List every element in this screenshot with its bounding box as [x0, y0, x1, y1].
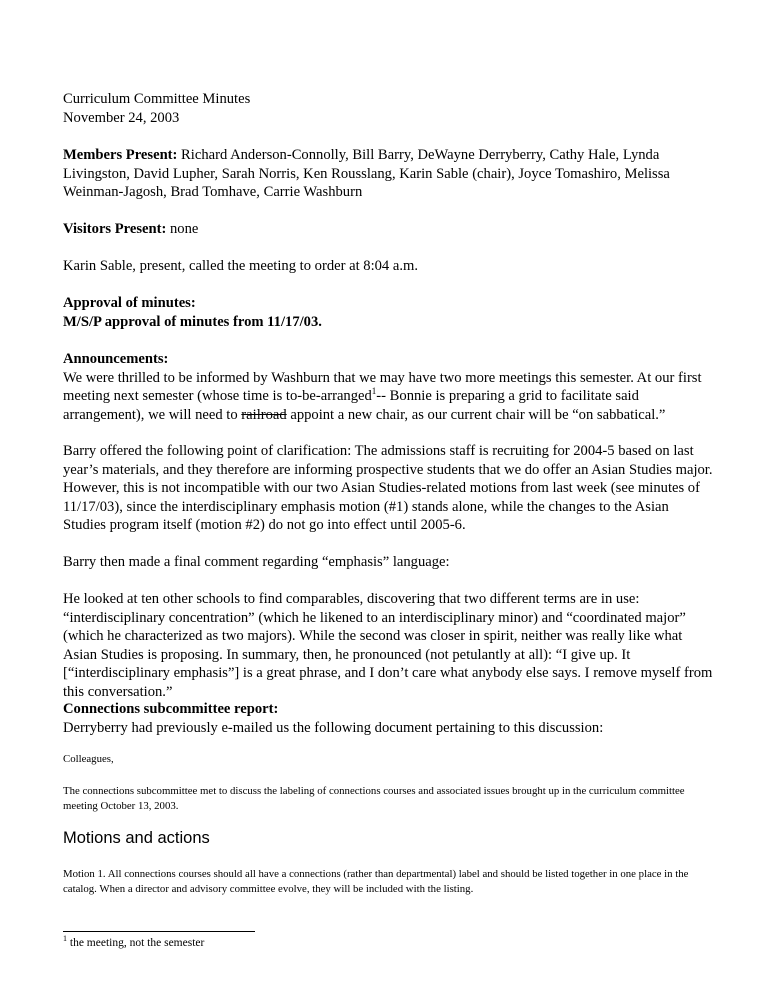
visitors-value: none: [166, 221, 199, 237]
barry-final-comment: Barry then made a final comment regarding “emphasis” language:: [63, 554, 450, 570]
footnote-mark: 1: [63, 934, 67, 943]
document-date: November 24, 2003: [63, 109, 180, 126]
footnote-reference[interactable]: 1: [371, 386, 377, 396]
approval-motion: M/S/P approval of minutes from 11/17/03.: [63, 313, 322, 330]
visitors-present: [63, 220, 713, 239]
members-present: [63, 146, 713, 202]
email-greeting: Colleagues,: [63, 753, 114, 765]
members-list: Richard Anderson-Connolly, Bill Barry, DeWayne Derryberry, Cathy Hale, Lynda Livingston, David Lupher, Sarah Norris, Ken Rousslang, Karin Sable (chair), Joyce Tomashiro, Melissa Weinman-Jagosh, Brad Tomhave, Carrie Washburn: [63, 147, 670, 200]
approval-heading: Approval of minutes:: [63, 295, 196, 311]
footnote-text: the meeting, not the semester: [67, 937, 205, 949]
visitors-label: Visitors Present:: [63, 221, 167, 237]
barry-clarification: Barry offered the following point of clarification: The admissions staff is recruiting for 2004-5 based on last year’s materials, and they therefore are informing prospective students that we do offer an Asian Studies major. However, this is not incompatible with our two Asian Studies-related motions from last week (see minutes of 11/17/03), since the interdisciplinary emphasis motion (#1) stands alone, while the changes to the Asian Studies program itself (motion #2) do not go into effect until 2005-6.: [63, 443, 713, 533]
call-to-order: Karin Sable, present, called the meeting to order at 8:04 a.m.: [63, 258, 418, 274]
footnote: [63, 936, 204, 950]
announcements-section: [63, 350, 713, 424]
document-header: [63, 90, 713, 127]
connections-intro: Derryberry had previously e-mailed us the following document pertaining to this discussion:: [63, 719, 604, 736]
document-title: Curriculum Committee Minutes: [63, 91, 251, 107]
announcements-text: We were thrilled to be informed by Washburn that we may have two more meetings this semester. At our first meeting next semester (whose time is to-be-arranged$^1$-- Bonnie is preparing a grid to facilitate said arrangement), we will need to railroad appoint a new chair, as our current chair will be “on sabbatical.”: [63, 369, 702, 423]
motions-heading: Motions and actions: [63, 829, 210, 847]
barry-quote: He looked at ten other schools to find comparables, discovering that two different terms are in use: “interdisciplinary concentration” (which he likened to an interdisciplinary minor) and “coordinated major” (which he characterized as two majors). While the second was closer in spirit, neither was really like what Asian Studies is proposing. In summary, then, he pronounced (not petulantly at all): “I give up. It [“interdisciplinary emphasis”] is a great phrase, and I don’t care what anybody else says. I remove myself from this conversation.”: [63, 591, 713, 700]
members-label: Members Present:: [63, 147, 178, 163]
connections-section: [63, 700, 713, 737]
footnote-divider: [63, 931, 255, 932]
connections-heading: Connections subcommittee report:: [63, 701, 279, 717]
struck-word: railroad: [241, 406, 287, 423]
email-body: The connections subcommittee met to discuss the labeling of connections courses and associated issues brought up in the curriculum committee meeting October 13, 2003.: [63, 785, 685, 812]
announcements-heading: Announcements:: [63, 351, 169, 367]
email-motion-1: Motion 1. All connections courses should all have a connections (rather than departmental) label and should be listed together in one place in the catalog. When a director and advisory committee evolve, they will be included with the listing.: [63, 868, 689, 895]
approval-section: [63, 294, 713, 331]
